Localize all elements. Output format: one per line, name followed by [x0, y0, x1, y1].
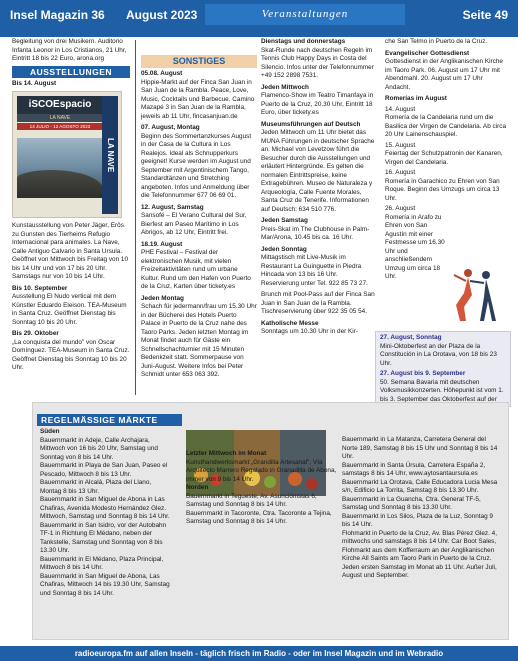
event-date: Museumsführungen auf Deutsch [261, 120, 361, 128]
page-number: Seite 49 [462, 8, 508, 22]
column-sonstiges [141, 38, 257, 380]
event-date: Romerías im August [385, 95, 447, 102]
event-date: Jeden Mittwoch [261, 83, 309, 91]
event-text: Ausstellung El Nudo vertical mit dem Künstler Eduardo Eleison. TEA-Museum in Santa Cruz. Geöffnet Dienstag bis Sonntag 10 bis 20 Uhr. [12, 293, 127, 326]
market-entry: Bauernmarkt in La Guancha, Ctra. General TF-5, Samstag und Sonntag 8 bis 13.30 Uhr. [342, 495, 481, 511]
event-date: 07. August, Montag [141, 124, 200, 131]
intro-text: Begleitung von drei Musikern. Auditorio Infanta Leonor in Los Cristianos, 21 Uhr, Eintritt 18 bis 22 Euro, arona.org [12, 38, 127, 62]
markets-column-3 [342, 436, 502, 581]
market-entry: Bauernmarkt in Tacoronte, Ctra. Tacoronte a Tejina, Samstag und Sonntag 8 bis 14 Uhr. [186, 509, 332, 525]
markets-column-1 [40, 428, 174, 598]
issue-month: August 2023 [126, 8, 198, 22]
event-text: Skat-Runde nach deutschen Regeln im Tennis Club Happy Days in Costa del Silencio. Infos unter der Telefonnummer +49 152 2898 7531. [261, 46, 374, 79]
event-text: che San Telmo in Puerto de la Cruz. [385, 38, 488, 45]
poster-side-label: LA NAVE [102, 96, 118, 214]
markets-column-2 [186, 450, 338, 527]
market-entry: Bauernmarkt in Tegueste, Av. Asunciónistas 6, Samstag und Sonntag 8 bis 14 Uhr. [186, 492, 317, 508]
dancing-couple-icon [446, 265, 506, 325]
event-text: Preis-Skat im The Clubhouse in Palm-Mar/Arona, 10.45 bis ca. 16 Uhr. [261, 225, 370, 241]
market-entry: Bauernmarkt in San Miguel de Abona in Las Chafiras, Avenida Modesto Hernández Glez. Mittwoch, Samstag und Sonntag 8 bis 14 Uhr. [40, 496, 170, 520]
event-text: Romería in Garachico zu Ehren von San Roque. Beginn des Umzugs um circa 13 Uhr. [385, 177, 500, 202]
event-text: Brunch mit Pool-Pass auf der Finca San Juan in San Juan de la Rambla. Tischreservierung über 922 35 05 54. [261, 291, 375, 315]
event-date: Bis 14. August [12, 79, 57, 87]
event-date: 12. August, Samstag [141, 203, 204, 211]
event-date: Jeden Sonntag [261, 245, 307, 253]
market-entry: Kunsthandwerksmarkt „Grandilla Artesanal", Vía Arquitecto Marrero Regalado in Granadilla de Abona, immer von 9 bis 14 Uhr. [186, 458, 337, 483]
event-text: Romería de la Candelaria rund um die Basilica der Virgen de Candelaria. Ab circa 20 Uhr Lainenschauspiel. [385, 114, 507, 138]
event-date: 16. August [385, 169, 416, 176]
market-entry: Flohmarkt in Puerto de la Cruz, Av. Blas Pérez Glez. 4, mittwochs und samstags 8 bis 14 Uhr. Car Boot Sales, Flohmarkt aus dem Kofferraum an der Anglikanischen Kirche All Saints am Taoro Park in Puerto de la Cruz. Jeden ersten Samstag im Monat ab 11 Uhr. Außer Juli, August und September. [342, 529, 497, 579]
market-entry: Bauernmarkt in El Médano, Plaza Principal, Mittwoch 8 bis 14 Uhr. [40, 555, 164, 571]
event-date: 15. August [385, 141, 416, 149]
oktoberfest-box [375, 331, 511, 407]
event-date: 05.08. August [141, 70, 183, 77]
event-date: 18.19. August [141, 240, 183, 248]
market-entry: Bauernmarkt in Adeje, Calle Archajara, Mittwoch von 16 bis 20 Uhr, Samstag und Sonntag von 8 bis 14 Uhr. [40, 436, 158, 461]
event-date: Bis 10. September [12, 284, 68, 292]
market-entry: Bauernmarkt in San Miguel de Abona, Las Chafiras, Mittwoch 14 bis 19.30 Uhr, Samstag und Sonntag 8 bis 14 Uhr. [40, 572, 170, 597]
event-text: Sansofé – El Verano Cultural del Sur, Bierfest am Paseo Marítimo in Los Abrigos, ab 12 Uhr, Eintritt frei. [141, 212, 247, 236]
event-date: Jeden Samstag [261, 217, 308, 224]
poster-dates: 14 JULIO - 12 AGOSTO 2023 [17, 123, 103, 130]
event-text: Jeden Mittwoch um 11 Uhr bietet das MUNA Führungen in deutscher Sprache an. Michael von Levetzow führt die Besucher durch die Ausstellungen und erläutert Hintergründe. Es gelten die normalen Eintrittspreise, keine Extragebühren. Museo de Naturaleza y Arqueología, Calle Fuente Morales, Santa Cruz de Tenerife. Informationen auf Deutsch: 634 510 776. [261, 129, 375, 213]
event-date: 26. August [385, 205, 416, 212]
event-text: Mini-Oktoberfest an der Plaza de la Constitución in La Orotava, von 18 bis 23 Uhr. [380, 342, 497, 367]
market-entry: Bauernmarkt La Orotava, Calle Educadora Lucia Mesa s/n, Edificio La Torrita, Samstag 8 bis 13.30 Uhr. [342, 478, 498, 494]
market-entry: Bauernmarkt in Alcalá, Plaza del Llano, Montag 8 bis 13 Uhr. [40, 479, 152, 495]
column-church-romerias [385, 38, 507, 282]
event-text: Flamenco-Show im Teatro Timanfaya in Puerto de la Cruz, 20.30 Uhr, Eintritt 18 Euro, über tickety.es [261, 92, 374, 116]
page-header [0, 0, 518, 37]
column-regular-events [261, 38, 377, 337]
footer-banner: radioeuropa.fm auf allen Inseln - täglich frisch im Radio - oder im Insel Magazin und im Webradio [0, 646, 518, 661]
event-text: Sonntags um 10.30 Uhr in der Kir- [261, 328, 358, 335]
column-exhibitions [12, 38, 130, 373]
exhibitions-heading: AUSSTELLUNGEN [12, 66, 130, 78]
event-date: 27. August, Sonntag [380, 334, 442, 341]
region-title: Süden [40, 428, 60, 435]
column-divider [135, 40, 136, 395]
sonstiges-heading: SONSTIGES [141, 55, 257, 68]
event-text: Kunstausstellung von Peter Jäger, Erôs zu Gunsten des Tierheims Refugio Internacional para animales. La Nave, Calle Antiguo Calvario in Santa Ursula. Geöffnet von Mittwoch bis Freitag von 10 bis 14 Uhr und von 17 bis 20 Uhr. Samstags nur von 10 bis 14 Uhr. [12, 222, 129, 280]
market-entry: Bauernmarkt in Los Silos, Plaza de la Luz, Sonntag 9 bis 14 Uhr. [342, 512, 493, 528]
event-date: Dienstags und donnerstags [261, 38, 346, 45]
event-text: Schach für jedermann/frau um 15.30 Uhr in der Bücherei des Hotels Puerto Palace in Puerto de la Cruz nahe des Taoro Parks. Jeden letzten Montag im Monat findet auch für Gäste ein Schnellschachturnier mit 15 Minuten Bedenkzeit statt. Sommerpause von Juni-August. Weitere Infos bei Peter Schmidt unter 653 063 392. [141, 303, 257, 378]
poster-subtitle: LA NAVE [17, 114, 103, 122]
event-date: Evangelischer Gottesdienst [385, 49, 470, 57]
event-text: Mittagstisch mit Live-Musik im Restaurant La Guinguette in Piedra Hincada von 13 bis 16 Uhr. Reservierung unter Tel. 922 85 73 27. [261, 254, 368, 287]
market-entry: Bauernmarkt in La Matanza, Carretera General del Norte 189, Samstag 8 bis 15 Uhr und Sonntag 8 bis 14 Uhr. [342, 436, 498, 460]
event-text: PHE Festival – Festival der elektronischen Musik, mit vielen Freizeitaktivitäten rund um urbane Kultur. Rund um den Hafen von Puerto de la Cruz, Karten über tickety.es [141, 249, 251, 290]
event-text: Hippie-Markt auf der Finca San Juan in San Juan de la Rambla. Peace, Love, Music, Cocktails und Barbecue. Camino Mazapé 3 in San Juan de la Rambla, jeweils ab 11 Uhr, fincasanjuan.de [141, 78, 255, 120]
event-date: Bis 29. Oktober [12, 330, 59, 337]
market-entry: Bauernmarkt in San Isidro, vor der Autobahn TF-1 in Richtung El Médano, neben der Tankstelle, Samstag und Sonntag von 8 bis 13.30 Uhr. [40, 521, 167, 554]
event-text: Beginn des Sommertanzkurses August in der Casa de la Cultura in Los Realejos. Ideal als Schnupperkurs geeignet! Kurse werden im August und September mit Argentinischem Tango, Standardtänzen und Stretching angeboten. Infos und Anmeldung über die Telefonnummer 677 06 69 01. [141, 132, 252, 199]
event-text: Gottesdienst in der Anglikanischen Kirche im Taoro Park. 06. August um 17 Uhr mit Abendmahl. 20. August um 17 Uhr Andacht. [385, 58, 503, 91]
event-date: Jeden Montag [141, 294, 184, 302]
event-date: 27. August bis 9. September [380, 370, 466, 377]
exhibition-poster [12, 91, 122, 218]
event-date: 14. August [385, 105, 416, 113]
event-text: Romería in Arafo zu Ehren von San Agustín mit einer Festmesse um 16.30 Uhr und anschließendem Umzug um circa 18 Uhr. [385, 213, 445, 280]
market-entry: Bauernmarkt in Santa Úrsula, Carretera España 2, samstags 8 bis 14 Uhr, www.aytosantaursula.es [342, 461, 486, 477]
magazine-issue: Insel Magazin 36 [10, 8, 105, 22]
event-text: „La conquista del mundo" von Oscar Domínguez. TEA-Museum in Santa Cruz. Geöffnet Dienstag bis Sonntag 10 bis 20 Uhr. [12, 338, 130, 371]
market-subtitle: Letzter Mittwoch im Monat [186, 450, 267, 457]
section-banner: Veranstaltungen [205, 4, 405, 25]
event-text: Feiertag der Schutzpatronin der Kanaren, Virgen del Candelaria. [385, 150, 503, 166]
poster-title: iSCOEspacio [17, 96, 103, 114]
market-entry: Bauernmarkt in Playa de San Juan, Paseo el Pescado, Mittwoch 8 bis 13 Uhr. [40, 462, 168, 478]
event-date: Katholische Messe [261, 319, 319, 327]
region-title: Norden [186, 484, 209, 491]
event-text: 50. Semana Bavaria mit deutschen Volksmusikkonzerten. Höhepunkt ist vom 1. bis 3. September das Oktoberfest auf der [380, 378, 504, 403]
markets-heading: REGELMÄSSIGE MÄRKTE [37, 414, 182, 426]
